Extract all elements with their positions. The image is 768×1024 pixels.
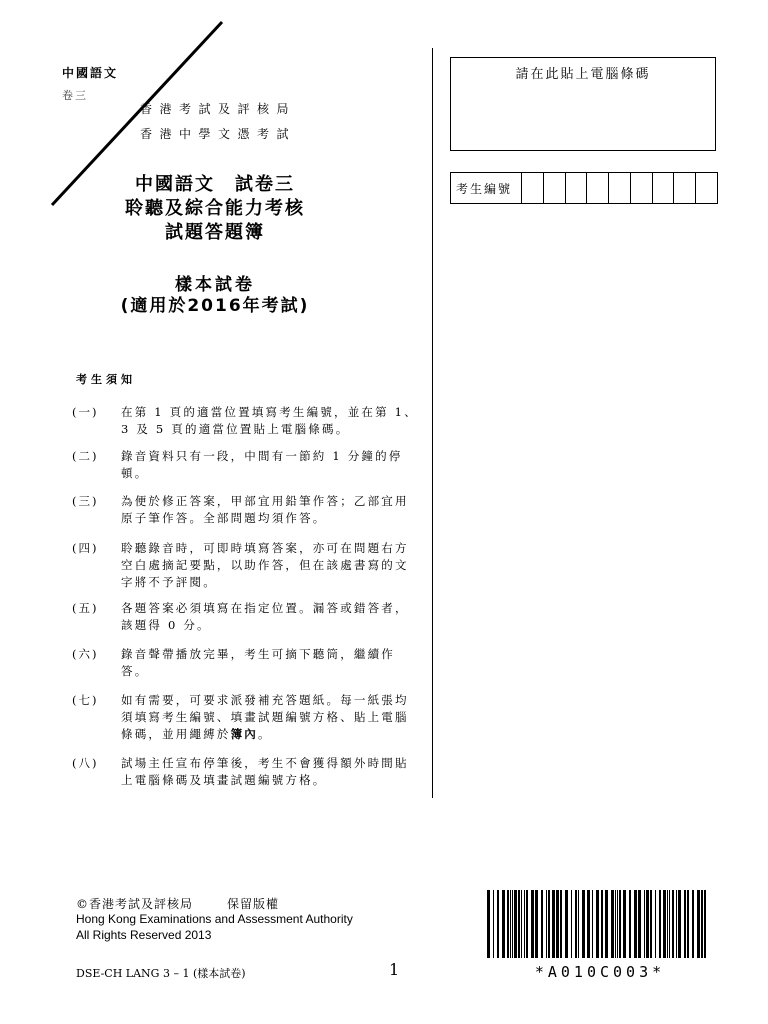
instruction-number: (八) — [72, 756, 99, 770]
title-line-2: 聆聽及綜合能力考核 — [125, 198, 305, 219]
instruction-number: (五) — [72, 601, 99, 615]
column-divider — [432, 48, 433, 798]
barcode-bar — [644, 890, 645, 958]
barcode-bar — [571, 890, 572, 958]
title-line-1: 中國語文 試卷三 — [135, 174, 295, 195]
barcode-bar — [687, 890, 689, 958]
barcode-text: *A010C003* — [534, 963, 666, 981]
barcode-bar — [582, 890, 585, 958]
barcode-bar — [663, 890, 666, 958]
candidate-number-cell[interactable] — [609, 173, 631, 203]
instruction-number: (三) — [72, 494, 99, 508]
barcode-bar — [617, 890, 618, 958]
barcode-bar — [596, 890, 599, 958]
candidate-number-cell[interactable] — [696, 173, 717, 203]
barcode-bar — [531, 890, 534, 958]
barcode-bar — [510, 890, 511, 958]
barcode-bar — [487, 890, 490, 958]
instruction-number: (七) — [72, 693, 99, 707]
barcode-bar — [667, 890, 668, 958]
barcode-bar — [692, 890, 694, 958]
authority-name: 香港考試及評核局 — [140, 102, 297, 116]
candidate-number-row — [450, 172, 718, 204]
copyright-cn — [76, 895, 279, 912]
instruction-emphasis: 簿內 — [230, 727, 259, 741]
instruction-text: 為便於修正答案，甲部宜用鉛筆作答；乙部宜用原子筆作答。全部問題均須作答。 — [121, 494, 409, 525]
instruction-text — [121, 692, 421, 743]
candidate-number-cell[interactable] — [544, 173, 566, 203]
barcode-bar — [507, 890, 509, 958]
barcode-bar — [587, 890, 590, 958]
barcode-graphic — [485, 890, 710, 960]
barcode-bar — [629, 890, 631, 958]
barcode-bar — [601, 890, 603, 958]
barcode-bar — [552, 890, 555, 958]
candidate-number-cell[interactable] — [631, 173, 653, 203]
copyright-en-line-1: Hong Kong Examinations and Assessment Authority — [76, 912, 353, 926]
rights-reserved-cn: 保留版權 — [227, 897, 280, 911]
barcode-bar — [697, 890, 700, 958]
candidate-number-cell[interactable] — [674, 173, 696, 203]
instruction-number: (一) — [72, 405, 99, 419]
exam-name: 香港中學文憑考試 — [140, 127, 297, 141]
barcode-bar — [619, 890, 621, 958]
barcode-bar — [676, 890, 677, 958]
instruction-number: (四) — [72, 541, 99, 555]
barcode-bar — [565, 890, 568, 958]
copyright-holder: ©香港考試及評核局 — [76, 897, 194, 911]
barcode-bar — [684, 890, 686, 958]
header-paper: 卷三 — [62, 89, 88, 102]
barcode-bar — [605, 890, 608, 958]
instruction-suffix: 。 — [258, 727, 272, 741]
page-number: 1 — [389, 960, 400, 979]
barcode-bar — [524, 890, 525, 958]
barcode-bar — [623, 890, 626, 958]
candidate-number-cell[interactable] — [653, 173, 675, 203]
barcode-bar — [512, 890, 513, 958]
barcode-bar — [611, 890, 614, 958]
instruction-text: 各題答案必須填寫在指定位置。漏答或錯答者，該題得 0 分。 — [121, 601, 409, 632]
barcode-bar — [592, 890, 593, 958]
barcode-bar — [646, 890, 649, 958]
header-subject: 中國語文 — [62, 66, 119, 80]
barcode-bar — [634, 890, 637, 958]
barcode-bar — [672, 890, 674, 958]
barcode-bar — [650, 890, 652, 958]
instructions-heading: 考生須知 — [76, 373, 136, 386]
barcode-bar — [655, 890, 656, 958]
barcode-bar — [638, 890, 641, 958]
instruction-text: 試場主任宣布停筆後，考生不會獲得額外時間貼上電腦條碼及填畫試題編號方格。 — [121, 756, 409, 787]
barcode-bar — [518, 890, 520, 958]
instruction-text: 錄音聲帶播放完畢，考生可摘下聽筒，繼續作答。 — [121, 647, 395, 678]
barcode-bar — [659, 890, 661, 958]
barcode-bar — [560, 890, 562, 958]
barcode-bar — [575, 890, 577, 958]
candidate-number-cell[interactable] — [522, 173, 544, 203]
barcode-bar — [541, 890, 543, 958]
applicable-year-label: (適用於2016年考試) — [120, 296, 310, 316]
barcode-bar — [548, 890, 550, 958]
instruction-text: 聆聽錄音時，可即時填寫答案，亦可在問題右方空白處摘記要點，以助作答，但在該處書寫的文字將不予評閱。 — [121, 541, 409, 589]
instruction-text: 錄音資料只有一段，中間有一節約 1 分鐘的停頓。 — [121, 449, 403, 480]
barcode-bar — [669, 890, 670, 958]
instruction-number: (二) — [72, 449, 99, 463]
barcode-bar — [546, 890, 547, 958]
candidate-number-cell[interactable] — [566, 173, 588, 203]
barcode-bar — [497, 890, 499, 958]
barcode-bar — [578, 890, 579, 958]
title-line-3: 試題答題簿 — [165, 222, 265, 243]
copyright-en-line-2: All Rights Reserved 2013 — [76, 928, 212, 942]
instruction-text-main: 如有需要，可要求派發補充答題紙。每一紙張均須填寫考生編號、填畫試題編號方格、貼上電腦條碼，並用繩縛於 — [121, 693, 409, 741]
instruction-text: 在第 1 頁的適當位置填寫考生編號，並在第 1、3 及 5 頁的適當位置貼上電腦條碼。 — [121, 405, 418, 436]
instruction-number: (六) — [72, 647, 99, 661]
barcode-bar — [615, 890, 616, 958]
paper-code: DSE-CH LANG 3 – 1 (樣本試卷) — [76, 967, 246, 980]
barcode-bar — [526, 890, 528, 958]
barcode-bar — [514, 890, 517, 958]
barcode-bar — [556, 890, 559, 958]
barcode-bar — [521, 890, 522, 958]
sample-paper-label: 樣本試卷 — [175, 275, 255, 295]
barcode-bar — [701, 890, 703, 958]
candidate-number-label: 考生編號 — [451, 173, 522, 203]
barcode-bar — [502, 890, 505, 958]
barcode-bar — [535, 890, 538, 958]
barcode-bar — [678, 890, 681, 958]
candidate-number-cell[interactable] — [587, 173, 609, 203]
barcode-bar — [493, 890, 494, 958]
barcode-bar — [704, 890, 706, 958]
barcode-sticker-label: 請在此貼上電腦條碼 — [515, 67, 651, 82]
